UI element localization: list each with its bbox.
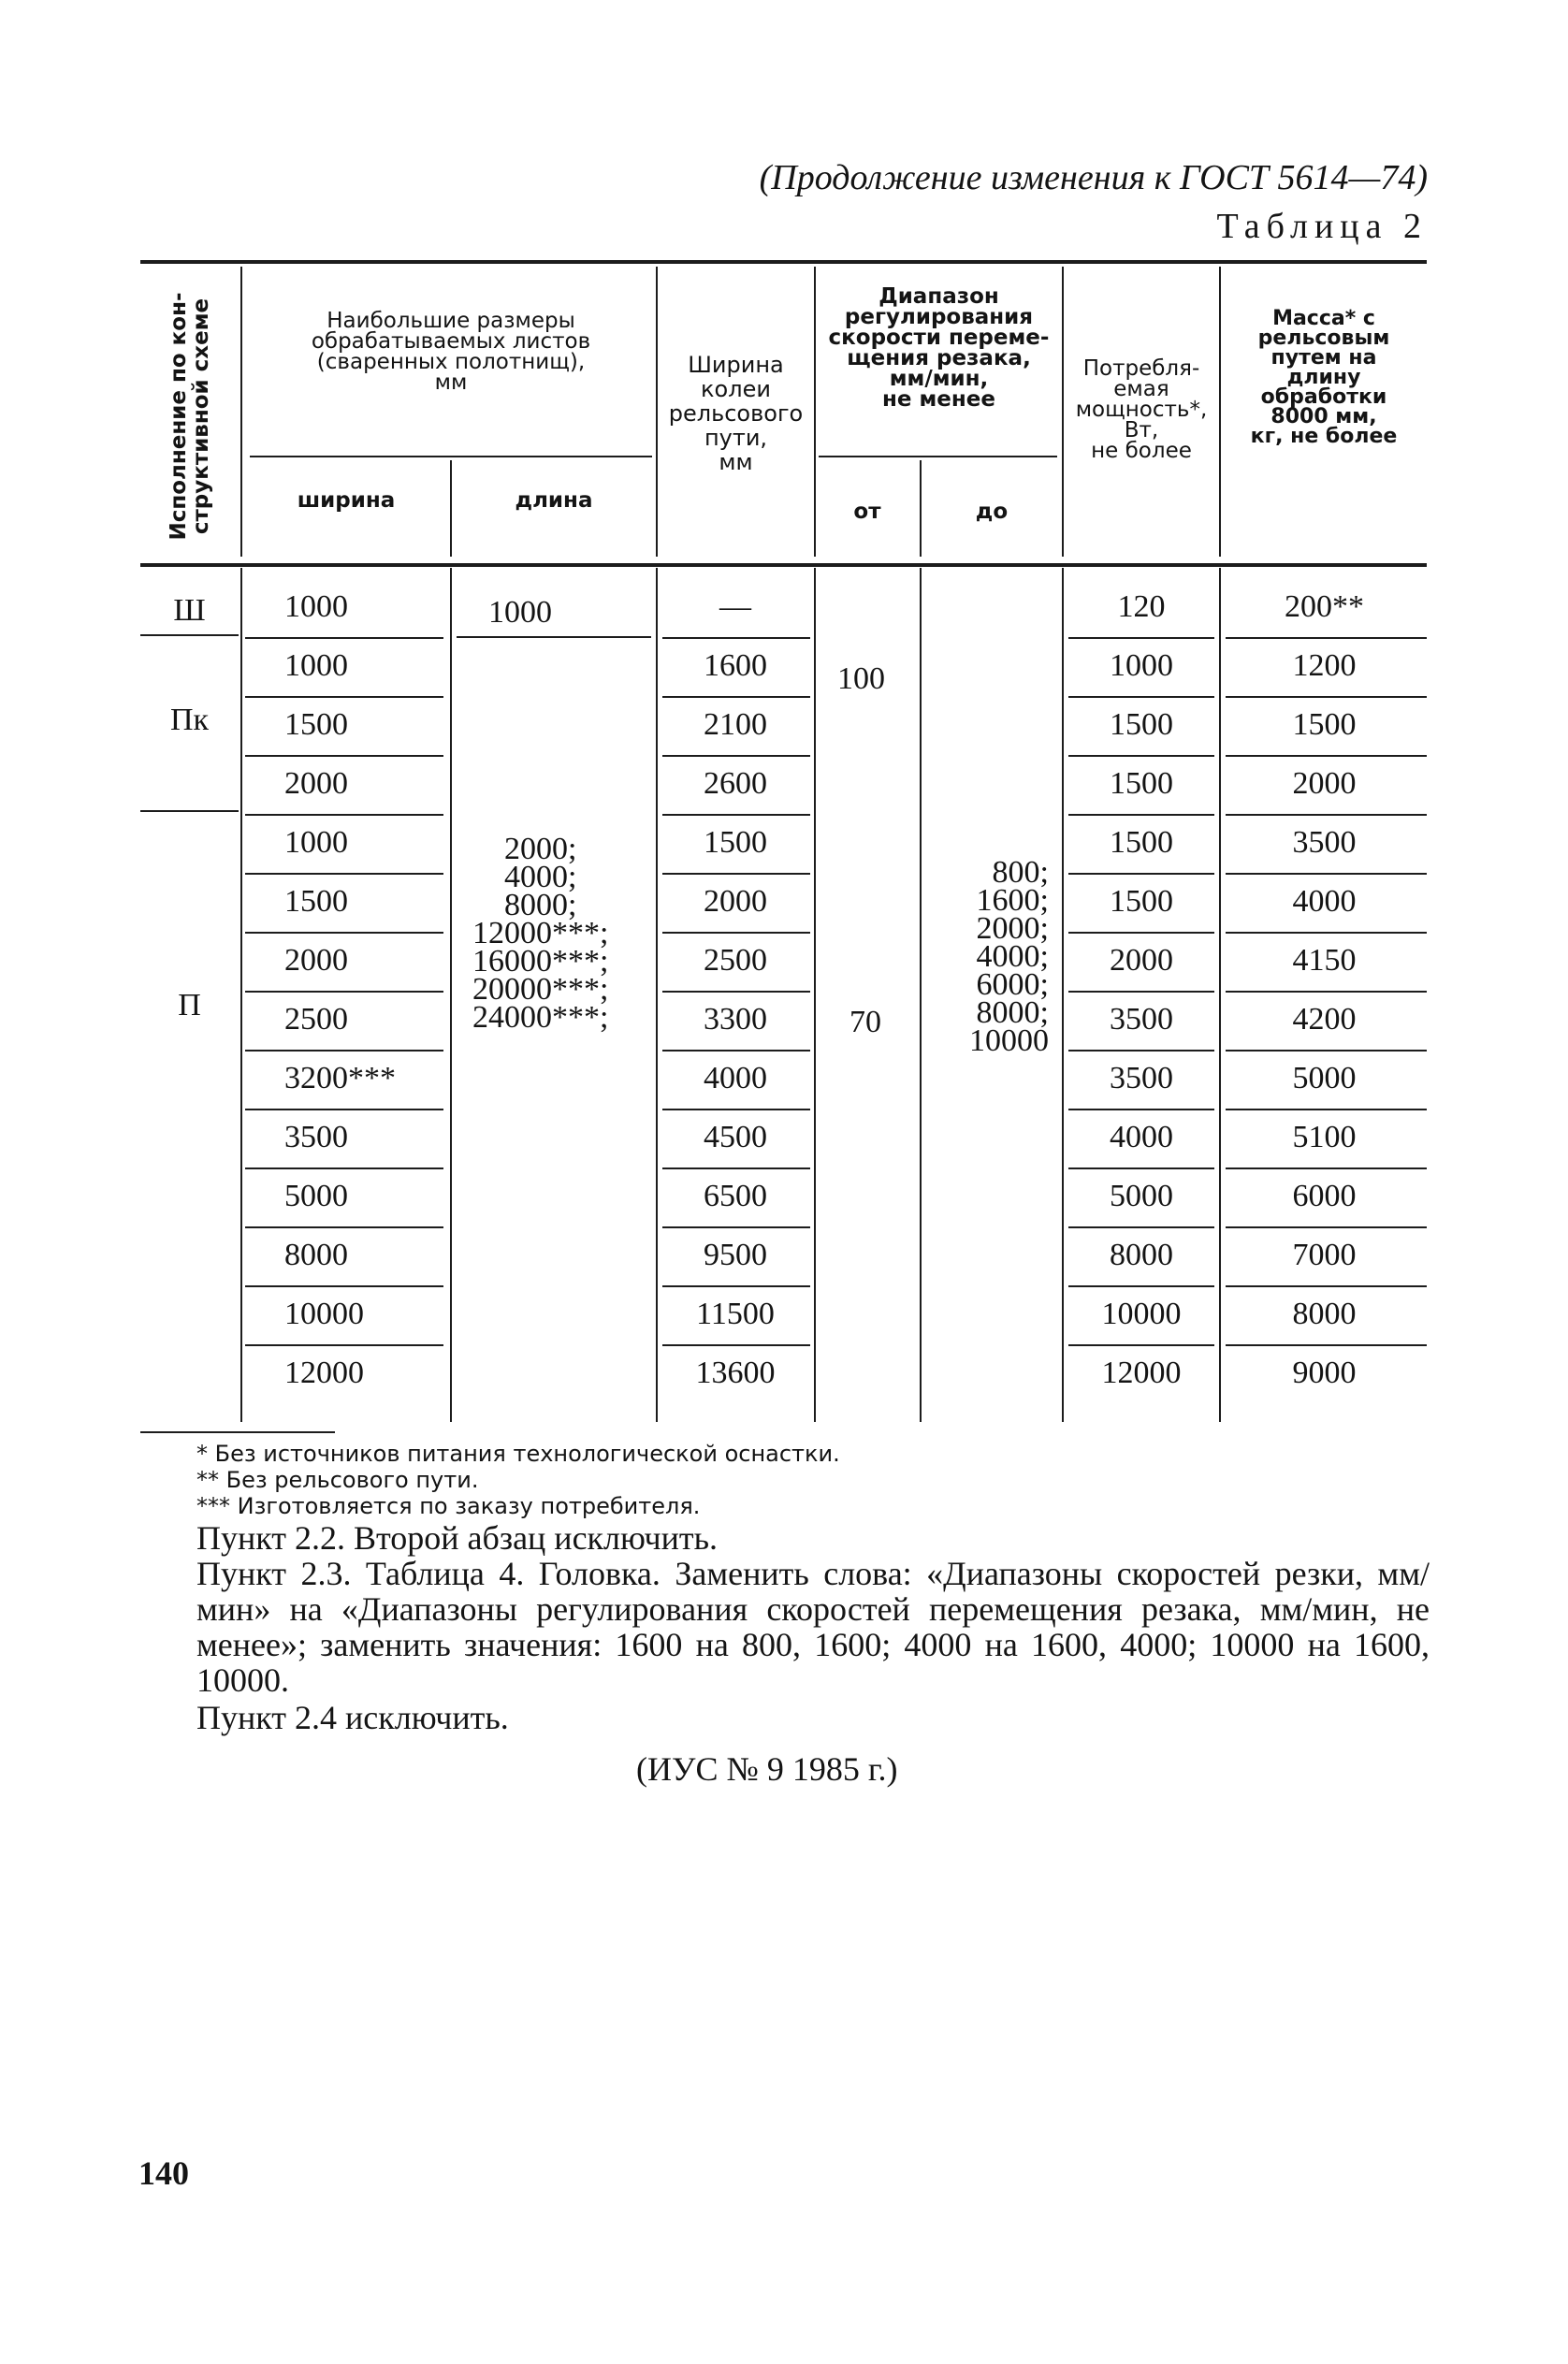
row-rule xyxy=(245,1344,443,1346)
row-rule xyxy=(245,1109,443,1110)
cell-gauge: 2000 xyxy=(704,884,767,919)
header-power-line: Вт, xyxy=(1124,418,1159,442)
row-rule xyxy=(1068,696,1214,698)
row-rule xyxy=(1226,1109,1427,1110)
row-rule xyxy=(1226,696,1427,698)
cell-power: 120 xyxy=(1117,589,1166,624)
speed-from-bottom: 70 xyxy=(849,1005,881,1039)
group-label-p: П xyxy=(178,988,201,1022)
row-rule xyxy=(1226,1285,1427,1287)
row-rule xyxy=(1226,991,1427,993)
row-rule xyxy=(245,637,443,639)
speed-to-value-line: 6000; xyxy=(976,967,1049,1002)
cell-mass: 4200 xyxy=(1292,1002,1357,1037)
row-rule xyxy=(662,991,810,993)
cell-mass: 5100 xyxy=(1292,1120,1357,1154)
row-rule xyxy=(245,1167,443,1169)
header-mass-line: 8000 мм, xyxy=(1270,405,1377,428)
header-mass-line: кг, не более xyxy=(1250,425,1398,448)
row-rule xyxy=(1068,637,1214,639)
header-sizes-line: обрабатываемых листов xyxy=(311,329,591,354)
header-sizes-line: мм xyxy=(434,370,468,395)
row-rule xyxy=(662,1285,810,1287)
speed-to-value-line: 4000; xyxy=(976,939,1049,974)
header-power-line: емая xyxy=(1113,377,1169,401)
cell-power: 1500 xyxy=(1110,825,1173,860)
row-rule xyxy=(662,696,810,698)
row-rule xyxy=(1068,1167,1214,1169)
header-mass-line: обработки xyxy=(1260,385,1387,409)
header-speed-line: не менее xyxy=(882,387,995,412)
row-rule xyxy=(1226,1050,1427,1051)
row-rule xyxy=(1226,814,1427,816)
header-power-line: мощность*, xyxy=(1075,398,1208,422)
cell-mass: 5000 xyxy=(1292,1061,1357,1095)
speed-from-top: 100 xyxy=(837,661,885,696)
header-speed-line: щения резака, xyxy=(847,346,1031,370)
cell-gauge: 4500 xyxy=(704,1120,767,1154)
footnotes xyxy=(196,1441,840,1519)
footnote-1: * Без источников питания технологической оснастки. xyxy=(196,1441,840,1467)
cell-mass: 2000 xyxy=(1292,766,1357,801)
cell-gauge: 2500 xyxy=(704,943,767,978)
cell-width: 10000 xyxy=(284,1297,364,1331)
group-label-sh: Ш xyxy=(173,593,206,628)
row-rule xyxy=(1226,932,1427,934)
header-scheme xyxy=(140,267,239,566)
header-sizes-line: Наибольшие размеры xyxy=(327,309,575,333)
header-mass-line: рельсовым xyxy=(1257,326,1390,350)
header-speed-to: до xyxy=(975,500,1009,524)
footnote-3: *** Изготовляется по заказу потребителя. xyxy=(196,1493,701,1519)
cell-mass: 200** xyxy=(1285,589,1364,624)
speed-to-values xyxy=(969,855,1049,1058)
length-value-line: 4000; xyxy=(504,860,577,894)
length-value-line: 12000***; xyxy=(472,916,609,950)
row-rule xyxy=(245,1285,443,1287)
cell-gauge: 1600 xyxy=(704,648,767,683)
row-rule xyxy=(662,1226,810,1228)
cell-width: 8000 xyxy=(284,1238,348,1272)
length-value-line: 24000***; xyxy=(472,1000,609,1035)
header-scheme-line: Исполнение по кон- xyxy=(166,292,191,541)
cell-gauge: 4000 xyxy=(704,1061,767,1095)
cell-gauge: 6500 xyxy=(704,1179,767,1213)
cell-mass: 9000 xyxy=(1292,1356,1357,1390)
length-values xyxy=(472,832,609,1035)
cell-gauge: 13600 xyxy=(695,1356,776,1390)
cell-width: 1500 xyxy=(284,884,348,919)
length-value-line: 2000; xyxy=(504,832,577,866)
row-rule xyxy=(245,696,443,698)
header-mass xyxy=(1221,309,1427,446)
header-gauge-line: пути, xyxy=(704,425,768,451)
paragraph-2-4: Пункт 2.4 исключить. xyxy=(196,1699,509,1736)
row-rule xyxy=(1226,1226,1427,1228)
row-rule xyxy=(662,755,810,757)
speed-to-value-line: 10000 xyxy=(969,1023,1049,1058)
cell-gauge: 1500 xyxy=(704,825,767,860)
header-gauge-line: колеи xyxy=(701,376,771,402)
header-power xyxy=(1064,358,1219,461)
cell-width: 3500 xyxy=(284,1120,348,1154)
header-power-line: не более xyxy=(1091,439,1192,463)
header-speed-line: мм/мин, xyxy=(889,367,989,391)
row-rule xyxy=(1226,1344,1427,1346)
cell-gauge: — xyxy=(719,589,751,624)
row-rule xyxy=(1068,1344,1214,1346)
row-rule xyxy=(245,991,443,993)
header-gauge-line: мм xyxy=(719,449,753,475)
cell-power: 1000 xyxy=(1110,648,1173,683)
header-power-line: Потребля- xyxy=(1082,356,1200,381)
speed-to-value-line: 800; xyxy=(992,855,1049,890)
row-rule xyxy=(1068,873,1214,875)
paragraph-2-2: Пункт 2.2. Второй абзац исключить. xyxy=(196,1519,719,1557)
cell-power: 1500 xyxy=(1110,884,1173,919)
row-rule xyxy=(1068,1109,1214,1110)
header-sizes-line: (сваренных полотнищ), xyxy=(316,350,586,374)
cell-power: 8000 xyxy=(1110,1238,1173,1272)
row-rule xyxy=(1068,814,1214,816)
issue-reference: (ИУС № 9 1985 г.) xyxy=(636,1750,898,1788)
header-gauge xyxy=(658,353,814,474)
header-gauge-line: рельсового xyxy=(668,400,804,427)
cell-power: 3500 xyxy=(1110,1002,1173,1037)
speed-to-value-line: 1600; xyxy=(976,883,1049,918)
row-rule xyxy=(1068,1285,1214,1287)
cell-width: 5000 xyxy=(284,1179,348,1213)
cell-power: 1500 xyxy=(1110,766,1173,801)
row-rule xyxy=(662,873,810,875)
cell-power: 5000 xyxy=(1110,1179,1173,1213)
row-rule xyxy=(1226,637,1427,639)
cell-width: 2500 xyxy=(284,1002,348,1037)
cell-mass: 3500 xyxy=(1292,825,1357,860)
cell-power: 4000 xyxy=(1110,1120,1173,1154)
cell-width: 3200*** xyxy=(284,1061,396,1095)
header-mass-line: путем на xyxy=(1270,346,1377,370)
header-sizes xyxy=(245,311,657,393)
header-mass-line: длину xyxy=(1286,366,1361,389)
row-rule xyxy=(662,637,810,639)
cell-gauge: 11500 xyxy=(696,1297,775,1331)
cell-width: 1000 xyxy=(284,648,348,683)
length-first: 1000 xyxy=(488,595,552,630)
header-speed-line: скорости переме- xyxy=(828,326,1050,350)
row-rule xyxy=(1068,755,1214,757)
cell-power: 2000 xyxy=(1110,943,1173,978)
length-value-line: 16000***; xyxy=(472,944,609,979)
table-top-rule xyxy=(140,260,1427,264)
row-rule xyxy=(1226,873,1427,875)
footnote-2: ** Без рельсового пути. xyxy=(196,1467,479,1493)
row-rule xyxy=(1068,1050,1214,1051)
length-value-line: 20000***; xyxy=(472,972,609,1007)
cell-power: 12000 xyxy=(1101,1356,1182,1390)
cell-width: 2000 xyxy=(284,943,348,978)
header-mass-line: Масса* с xyxy=(1272,307,1375,330)
row-rule xyxy=(662,1109,810,1110)
row-rule xyxy=(1068,1226,1214,1228)
row-rule xyxy=(245,873,443,875)
cell-gauge: 9500 xyxy=(704,1238,767,1272)
row-rule xyxy=(1226,1167,1427,1169)
table-label: Таблица 2 xyxy=(1216,207,1428,246)
header-length: длина xyxy=(515,488,593,513)
cell-mass: 4150 xyxy=(1292,943,1357,978)
row-rule xyxy=(662,1050,810,1051)
cell-mass: 7000 xyxy=(1292,1238,1357,1272)
cell-mass: 8000 xyxy=(1292,1297,1357,1331)
row-rule xyxy=(1068,932,1214,934)
header-speed xyxy=(816,286,1062,410)
row-rule xyxy=(1226,755,1427,757)
header-gauge-line: Ширина xyxy=(688,352,784,378)
cell-mass: 4000 xyxy=(1292,884,1357,919)
cell-mass: 6000 xyxy=(1292,1179,1357,1213)
header-width: ширина xyxy=(297,488,396,513)
cell-gauge: 2600 xyxy=(704,766,767,801)
cell-gauge: 3300 xyxy=(704,1002,767,1037)
continuation-note: (Продолжение изменения к ГОСТ 5614—74) xyxy=(759,158,1428,197)
cell-width: 12000 xyxy=(284,1356,364,1390)
row-rule xyxy=(662,1344,810,1346)
cell-power: 1500 xyxy=(1110,707,1173,742)
speed-to-value-line: 8000; xyxy=(976,995,1049,1030)
row-rule xyxy=(245,1050,443,1051)
cell-mass: 1200 xyxy=(1292,648,1357,683)
cell-width: 1500 xyxy=(284,707,348,742)
header-speed-line: регулирования xyxy=(844,305,1034,329)
row-rule xyxy=(662,814,810,816)
cell-power: 10000 xyxy=(1101,1297,1182,1331)
header-speed-from: от xyxy=(853,500,881,524)
row-rule xyxy=(662,932,810,934)
cell-gauge: 2100 xyxy=(704,707,767,742)
cell-power: 3500 xyxy=(1110,1061,1173,1095)
row-rule xyxy=(245,1226,443,1228)
cell-width: 1000 xyxy=(284,589,348,624)
speed-to-value-line: 2000; xyxy=(976,911,1049,946)
header-scheme-line: структивной схеме xyxy=(188,297,213,535)
row-rule xyxy=(1068,991,1214,993)
cell-width: 2000 xyxy=(284,766,348,801)
row-rule xyxy=(245,755,443,757)
row-rule xyxy=(245,814,443,816)
length-value-line: 8000; xyxy=(504,888,577,922)
cell-mass: 1500 xyxy=(1292,707,1357,742)
group-label-pk: Пк xyxy=(169,703,210,737)
table-header-rule xyxy=(140,563,1427,567)
header-speed-line: Диапазон xyxy=(878,284,999,309)
paragraph-2-3: Пункт 2.3. Таблица 4. Головка. Заменить слова: «Диапазоны скоростей резки, мм/мин» на «Диапазоны регулирования скоростей перемещения резака, мм/мин, не менеe»; заменить значения: 1600 на 800, 1600; 4000 на 1600, 4000; 10000 на 1600, 10000. xyxy=(196,1555,1430,1699)
footnote-rule xyxy=(140,1431,335,1433)
cell-width: 1000 xyxy=(284,825,348,860)
row-rule xyxy=(662,1167,810,1169)
row-rule xyxy=(245,932,443,934)
page-number: 140 xyxy=(138,2154,189,2192)
